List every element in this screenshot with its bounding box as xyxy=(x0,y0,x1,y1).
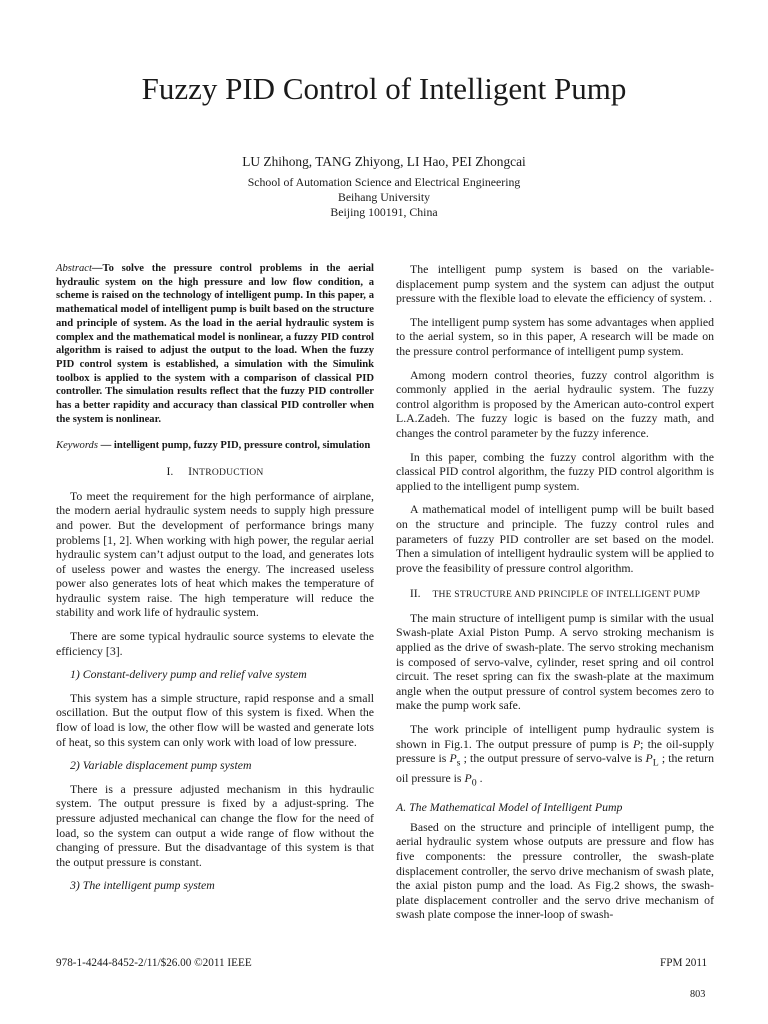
footer-copyright: 978-1-4244-8452-2/11/$26.00 ©2011 IEEE xyxy=(56,957,252,969)
keywords xyxy=(56,439,374,453)
keywords-dash: — xyxy=(97,440,112,452)
symbol-pl: P xyxy=(645,751,653,766)
section-title: THE STRUCTURE AND PRINCIPLE OF INTELLIGENT PUMP xyxy=(432,589,701,601)
intro-paragraph-2: There are some typical hydraulic source systems to elevate the efficiency [3]. xyxy=(56,629,374,658)
abstract-text: To solve the pressure control problems in the aerial hydraulic system on the high pressure and low flow condition, a scheme is raised on the technology of intelligent pump. In this paper, a mathematical model of intelligent pump is built based on the structure and principle of system. As the load in the aerial hydraulic system is complex and the mathematical model is nonlinear, a fuzzy PID control algorithm is raised to adjust the output to the load. When the fuzzy PID control system is established, a simulation with the Simulink toolbox is applied to the system with a comparison of classical PID controller. The simulation results reflect that the fuzzy PID controller has a better rapidity and accuracy than classical PID controller when the system is nonlinear. xyxy=(56,263,374,425)
section-title-rest: NTRODUCTION xyxy=(192,467,264,479)
section-number: I. xyxy=(166,464,174,479)
right-paragraph-4: In this paper, combing the fuzzy control algorithm with the classical PID control algorithm, the fuzzy PID control algorithm is applied to the intelligent pump system. xyxy=(396,449,714,493)
subsection-heading-2: 2) Variable displacement pump system xyxy=(70,758,252,773)
section-title-initial: I xyxy=(188,464,193,479)
abstract-lead: Abstract xyxy=(56,263,92,274)
abstract xyxy=(56,262,374,426)
right-paragraph-5: A mathematical model of intelligent pump will be built based on the structure and principle. The fuzzy control rules and parameters of fuzzy PID controller are set based on the model. Then a simulation of intelligent hydraulic system will be applied to prove the feasibility of pressure control algorithm. xyxy=(396,502,714,575)
subsection-2-text: There is a pressure adjusted mechanism in this hydraulic system. The output pressure is fixed by a adjust-spring. The pressure adjusted mechanical can change the flow for the need of load, so the system can output a wide range of flow without the changing of pressure. But the disadvantage of this system is that the output pressure is constant. xyxy=(56,781,374,869)
paper-title: Fuzzy PID Control of Intelligent Pump xyxy=(141,71,627,106)
keywords-lead: Keywords xyxy=(56,440,98,452)
affiliation-block xyxy=(0,175,768,220)
subsection-heading-1: 1) Constant-delivery pump and relief valve system xyxy=(70,667,307,682)
right-paragraph-1: The intelligent pump system is based on the variable-displacement pump system and the system can adjust the output pressure with the flexible load to elevate the efficiency of system. . xyxy=(396,262,714,306)
section-heading-structure xyxy=(396,586,714,603)
subsection-heading-a: A. The Mathematical Model of Intelligent Pump xyxy=(396,800,623,815)
structure-paragraph-2: The work principle of intelligent pump hydraulic system is shown in Fig.1. The output pressure of pump is P; the oil-supply pressure is $P_s$ ; the output pressure of servo-valve is $P_L$ ; the return oil pressure is $P_0$ . xyxy=(396,722,714,789)
right-paragraph-2: The intelligent pump system has some advantages when applied to the aerial system, so in this paper, A research will be made on the pressure control performance of intelligent pump system. xyxy=(396,314,714,358)
section-number: II. xyxy=(409,586,421,601)
right-column xyxy=(396,262,714,931)
footer-conference: FPM 2011 xyxy=(660,957,708,969)
intro-paragraph-1: To meet the requirement for the high performance of airplane, the modern aerial hydraulic system needs to supply high pressure and power. But the development of performance brings many problems [1, 2]. When working with high power, the regular aerial hydraulic system can’t adjust output to the load, and generates lots of useless power and wastes the energy. The increased useless power also generates lots of heat which makes the temperature of hydraulic system raise. The high temperature will reduce the stability and work life of hydraulic system. xyxy=(56,488,374,620)
symbol-p0: P xyxy=(464,771,472,786)
affiliation-school: School of Automation Science and Electrical Engineering xyxy=(247,175,521,189)
keywords-text: intelligent pump, fuzzy PID, pressure control, simulation xyxy=(113,440,371,452)
page-number: 803 xyxy=(690,989,706,1000)
affiliation-university: Beihang University xyxy=(337,190,431,204)
author-list: LU Zhihong, TANG Zhiyong, LI Hao, PEI Zhongcai xyxy=(242,154,526,169)
subsection-heading-3: 3) The intelligent pump system xyxy=(70,878,215,893)
right-paragraph-3: Among modern control theories, fuzzy control algorithm is commonly applied in the aerial hydraulic system. The fuzzy control algorithm is proposed by the American auto-control expert L.A.Zadeh. The fuzzy logic is based on the fuzzy math, and changes the control parameter by the fuzzy inference. xyxy=(396,367,714,440)
symbol-p: P xyxy=(632,736,641,751)
subsection-a-text: Based on the structure and principle of intelligent pump, the aerial hydraulic system whose outputs are pressure and flow has five components: the pressure controller, the swash-plate displacement controller, the servo drive mechanism of swash plate, the axial piston pump and the load. As Fig.2 shows, the swash-plate displacement controller and the servo drive mechanism of swash plate compose the inner-loop of swash- xyxy=(396,819,714,922)
left-column xyxy=(56,262,374,902)
affiliation-city: Beijing 100191, China xyxy=(330,205,438,219)
symbol-ps: P xyxy=(449,751,457,766)
section-heading-introduction xyxy=(56,464,374,481)
structure-paragraph-1: The main structure of intelligent pump is similar with the usual Swash-plate Axial Piston Pump. A servo stroking mechanism is applied as the drive of swash-plate. The servo stroking mechanism is composed of servo-valve, cylinder, reset spring and oil control circuit. The reset spring can fix the swash-plate at the maximum angle when the output pressure of control system becomes zero to make the pump work safe. xyxy=(396,610,714,713)
abstract-dash: — xyxy=(91,263,103,274)
subsection-1-text: This system has a simple structure, rapid response and a small oscillation. But the output flow of this system is fixed. When the flow of load is low, the other flow will be wasted and generate lots of heat, so this system can only work with load of low pressure. xyxy=(56,690,374,749)
